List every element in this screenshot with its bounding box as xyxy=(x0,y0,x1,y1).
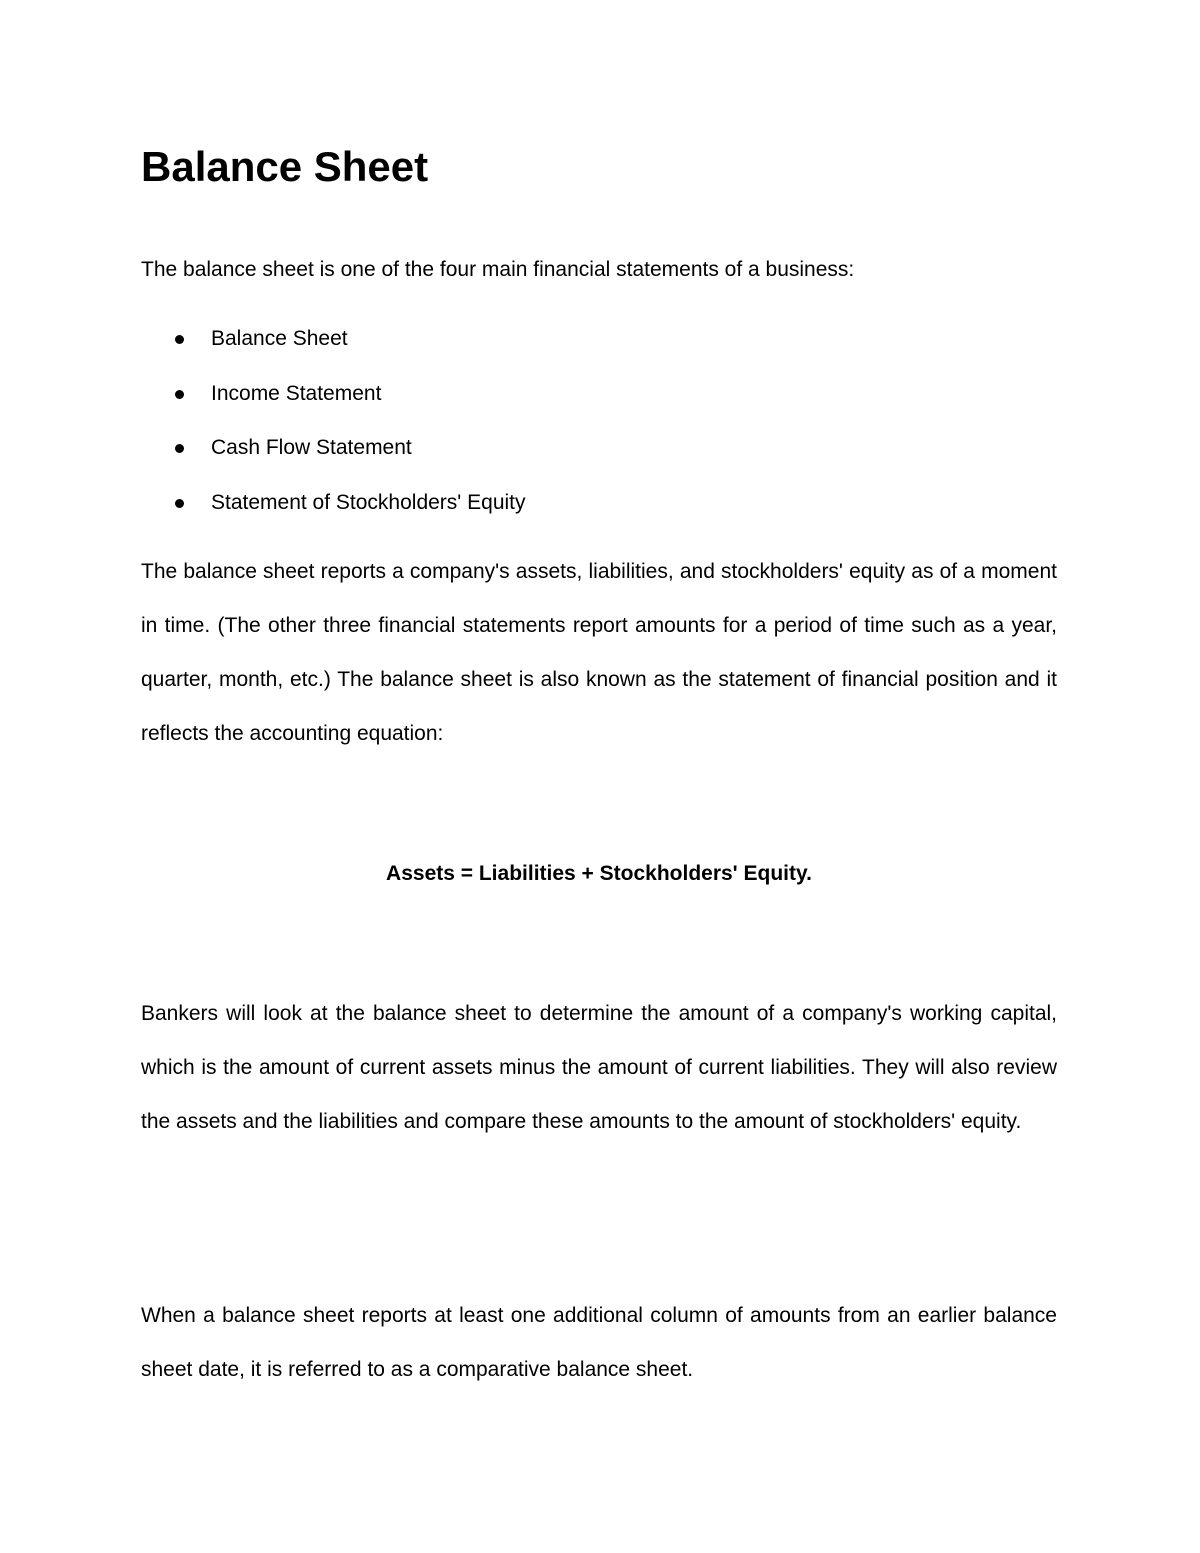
intro-paragraph: The balance sheet is one of the four main financial statements of a business: xyxy=(141,258,855,281)
bankers-paragraph: Bankers will look at the balance sheet to determine the amount of a company's working capital, which is the amount of current assets minus the amount of current liabilities. They will also review the assets and the liabilities and compare these amounts to the amount of stockholders' equity. xyxy=(141,1002,1057,1133)
list-item xyxy=(141,421,526,476)
bullet-icon xyxy=(175,444,184,453)
list-item-label: Statement of Stockholders' Equity xyxy=(211,490,526,514)
list-item-label: Cash Flow Statement xyxy=(211,436,412,459)
bullet-icon xyxy=(175,390,184,399)
list-item xyxy=(141,367,526,422)
financial-statements-list xyxy=(141,312,526,530)
bullet-icon xyxy=(175,335,184,344)
accounting-equation: Assets = Liabilities + Stockholders' Equity. xyxy=(386,862,812,885)
list-item-label: Income Statement xyxy=(211,381,382,405)
document-title: Balance Sheet xyxy=(141,143,429,190)
list-item-label: Balance Sheet xyxy=(211,327,348,350)
comparative-paragraph: When a balance sheet reports at least one additional column of amounts from an earlier balance sheet date, it is referred to as a comparative balance sheet. xyxy=(141,1304,1057,1381)
list-item xyxy=(141,312,526,367)
definition-paragraph: The balance sheet reports a company's assets, liabilities, and stockholders' equity as of a moment in time. (The other three financial statements report amounts for a period of time such as a year, quarter, month, etc.) The balance sheet is also known as the statement of financial position and it reflects the accounting equation: xyxy=(141,560,1057,745)
list-item xyxy=(141,476,526,531)
bullet-icon xyxy=(175,499,184,508)
